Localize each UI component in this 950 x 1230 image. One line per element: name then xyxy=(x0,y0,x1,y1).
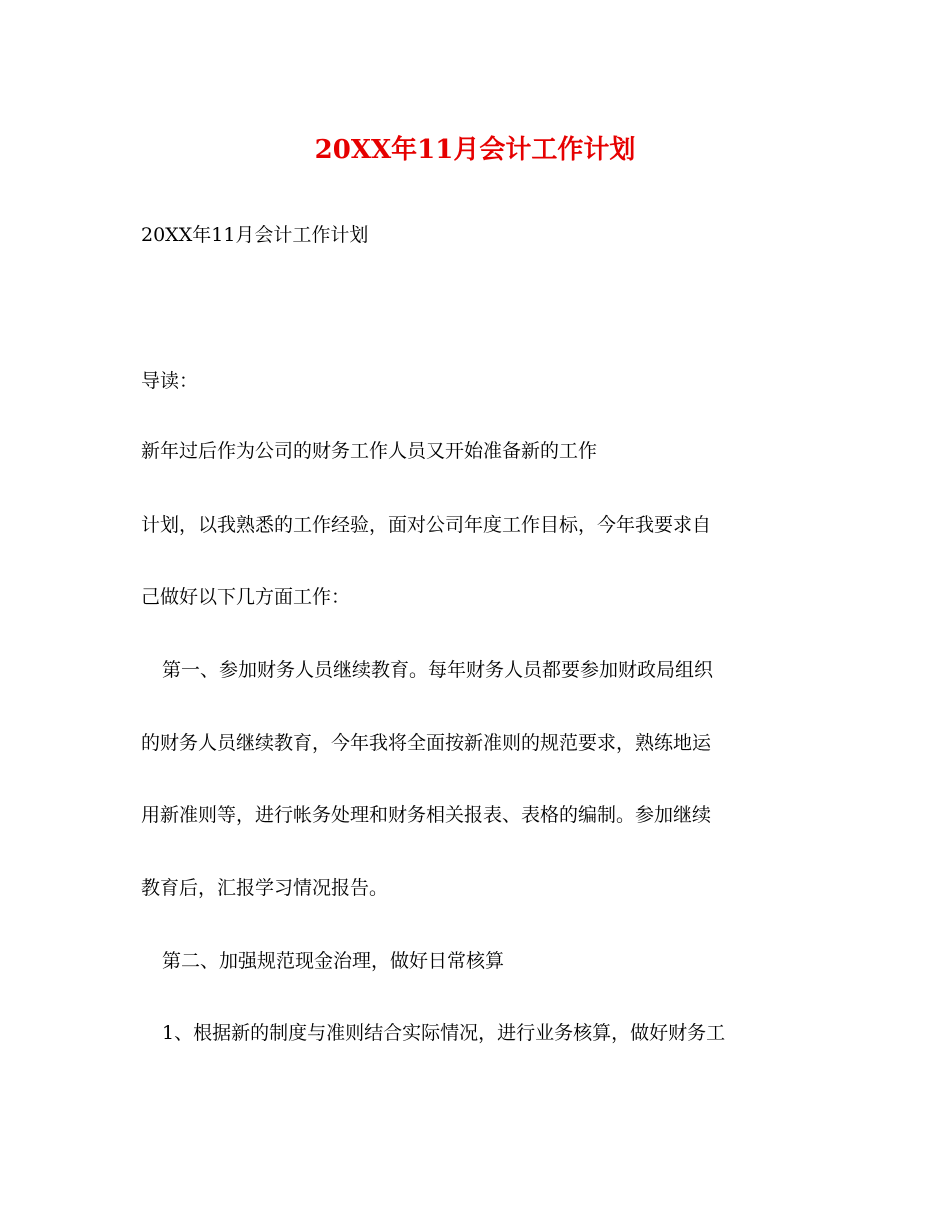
paragraph-line: 用新准则等，进行帐务处理和财务相关报表、表格的编制。参加继续 xyxy=(141,804,712,826)
paragraph-line: 的财务人员继续教育，今年我将全面按新准则的规范要求，熟练地运 xyxy=(141,732,712,754)
paragraph-line: 教育后，汇报学习情况报告。 xyxy=(141,877,389,899)
paragraph-line: 1、根据新的制度与准则结合实际情况，进行业务核算，做好财务工 xyxy=(162,1022,726,1044)
subtitle-line: 20XX年11月会计工作计划 xyxy=(141,224,369,246)
section-heading-line: 第二、加强规范现金治理，做好日常核算 xyxy=(162,950,505,972)
document-title: 20XX年11月会计工作计划 xyxy=(314,135,636,165)
paragraph-line: 计划，以我熟悉的工作经验，面对公司年度工作目标，今年我要求自 xyxy=(141,514,712,536)
paragraph-line: 第一、参加财务人员继续教育。每年财务人员都要参加财政局组织 xyxy=(162,659,714,681)
intro-label: 导读： xyxy=(141,370,199,392)
paragraph-line: 新年过后作为公司的财务工作人员又开始准备新的工作 xyxy=(141,440,598,462)
paragraph-line: 己做好以下几方面工作： xyxy=(141,586,351,608)
